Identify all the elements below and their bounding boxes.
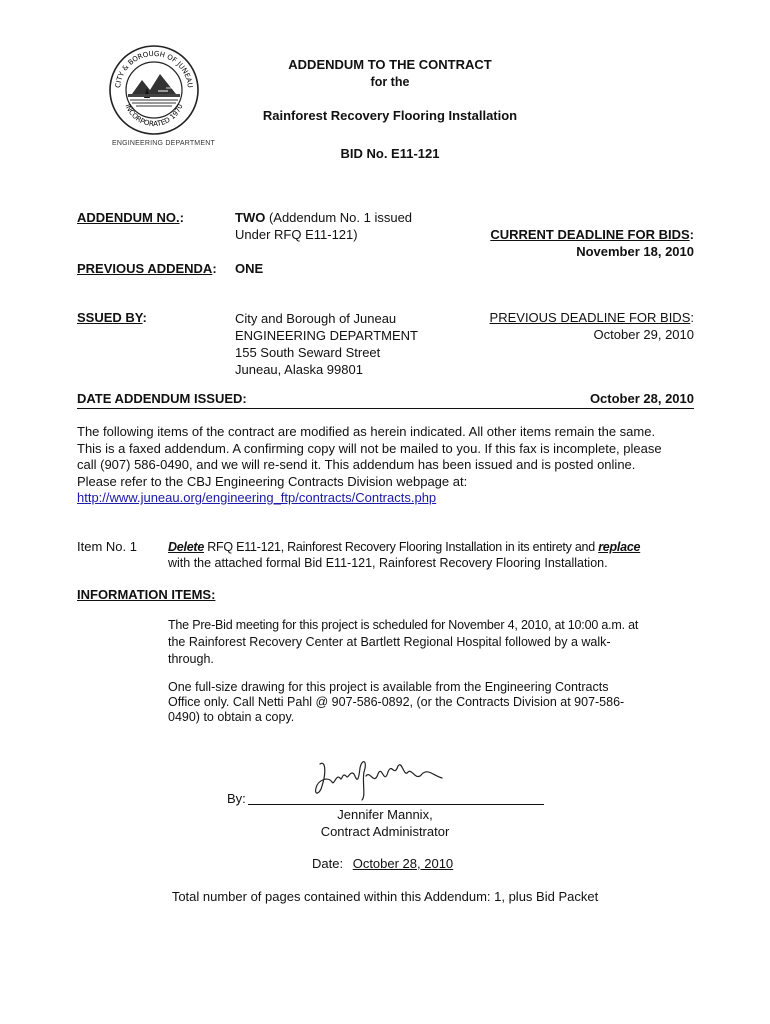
item-description: Delete RFQ E11-121, Rainforest Recovery Flooring Installation in its entirety and replace with the attached formal Bid E11-121, Rainforest Recovery Flooring Installation. bbox=[168, 539, 698, 571]
item-description-line2: with the attached formal Bid E11-121, Rainforest Recovery Flooring Installation. bbox=[168, 556, 608, 570]
issuer-line: City and Borough of Juneau bbox=[235, 311, 397, 326]
addendum-number-label: ADDENDUM NO.: bbox=[77, 210, 184, 225]
information-heading: INFORMATION ITEMS: bbox=[77, 587, 216, 602]
previous-deadline-value: October 29, 2010 bbox=[593, 327, 694, 342]
addendum-number-value-line2: Under RFQ E11-121) bbox=[235, 227, 358, 242]
intro-paragraph bbox=[77, 424, 697, 507]
previous-deadline-label: PREVIOUS DEADLINE FOR BIDS: bbox=[489, 310, 694, 325]
seal-top-text: CITY & BOROUGH OF JUNEAU bbox=[114, 49, 194, 89]
intro-line: call (907) 586-0490, and we will re-send it. This addendum has been issued and is posted online. bbox=[77, 457, 636, 472]
intro-line: Please refer to the CBJ Engineering Contracts Division webpage at: bbox=[77, 473, 468, 489]
total-pages-note: Total number of pages contained within this Addendum: 1, plus Bid Packet bbox=[171, 889, 599, 904]
previous-addenda-value: ONE bbox=[235, 261, 264, 276]
intro-line: This is a faxed addendum. A confirming copy will not be mailed to you. If this fax is incomplete, please bbox=[77, 440, 662, 456]
current-deadline-value: November 18, 2010 bbox=[576, 244, 694, 259]
previous-addenda-label: PREVIOUS ADDENDA: bbox=[77, 261, 217, 276]
signature-line bbox=[248, 804, 544, 805]
city-seal-logo bbox=[108, 44, 200, 136]
date-issued-label: DATE ADDENDUM ISSUED: bbox=[77, 391, 247, 406]
date-issued-value: October 28, 2010 bbox=[589, 391, 694, 406]
date-value: October 28, 2010 bbox=[352, 856, 454, 871]
delete-keyword: Delete bbox=[168, 540, 205, 554]
signer-name: Jennifer Mannix, bbox=[337, 807, 433, 822]
issuer-line: Juneau, Alaska 99801 bbox=[235, 362, 363, 377]
addendum-number-value: TWO (Addendum No. 1 issued bbox=[235, 210, 413, 225]
seal-bottom-text: INCORPORATED 1970 bbox=[123, 102, 185, 129]
signer-title: Contract Administrator bbox=[320, 824, 450, 839]
project-name: Rainforest Recovery Flooring Installation bbox=[262, 108, 518, 123]
handwritten-signature bbox=[312, 756, 452, 804]
issued-by-label: SSUED BY: bbox=[77, 310, 147, 325]
by-label: By: bbox=[227, 791, 246, 806]
issuer-line: ENGINEERING DEPARTMENT bbox=[235, 328, 418, 343]
contracts-webpage-link[interactable]: http://www.juneau.org/engineering_ftp/contracts/Contracts.php bbox=[77, 490, 437, 505]
information-paragraph-2: One full-size drawing for this project is available from the Engineering Contracts Office only. Call Netti Pahl @ 907-586-0892, (or the Contracts Division at 907-586- 0490) to obtain a copy. bbox=[168, 680, 625, 724]
current-deadline-label: CURRENT DEADLINE FOR BIDS: bbox=[490, 227, 694, 242]
replace-keyword: replace bbox=[598, 540, 641, 554]
document-title: ADDENDUM TO THE CONTRACT bbox=[288, 57, 492, 72]
signature-date bbox=[312, 856, 453, 872]
date-label: Date: bbox=[312, 856, 344, 871]
date-issued-row bbox=[77, 391, 694, 409]
bid-number: BID No. E11-121 bbox=[340, 146, 440, 161]
document-subtitle: for the bbox=[370, 75, 410, 89]
information-paragraph-1: The Pre-Bid meeting for this project is scheduled for November 4, 2010, at 10:00 a.m. at the Rainforest Recovery Center at Bartlett Regional Hospital followed by a walk- through. bbox=[168, 618, 639, 666]
intro-line: The following items of the contract are modified as herein indicated. All other items remain the same. bbox=[77, 424, 656, 439]
issuer-line: 155 South Seward Street bbox=[235, 345, 381, 360]
seal-graphic bbox=[108, 44, 200, 136]
issuer-address bbox=[235, 310, 418, 378]
department-caption: ENGINEERING DEPARTMENT bbox=[112, 140, 215, 147]
item-label: Item No. 1 bbox=[77, 539, 137, 554]
